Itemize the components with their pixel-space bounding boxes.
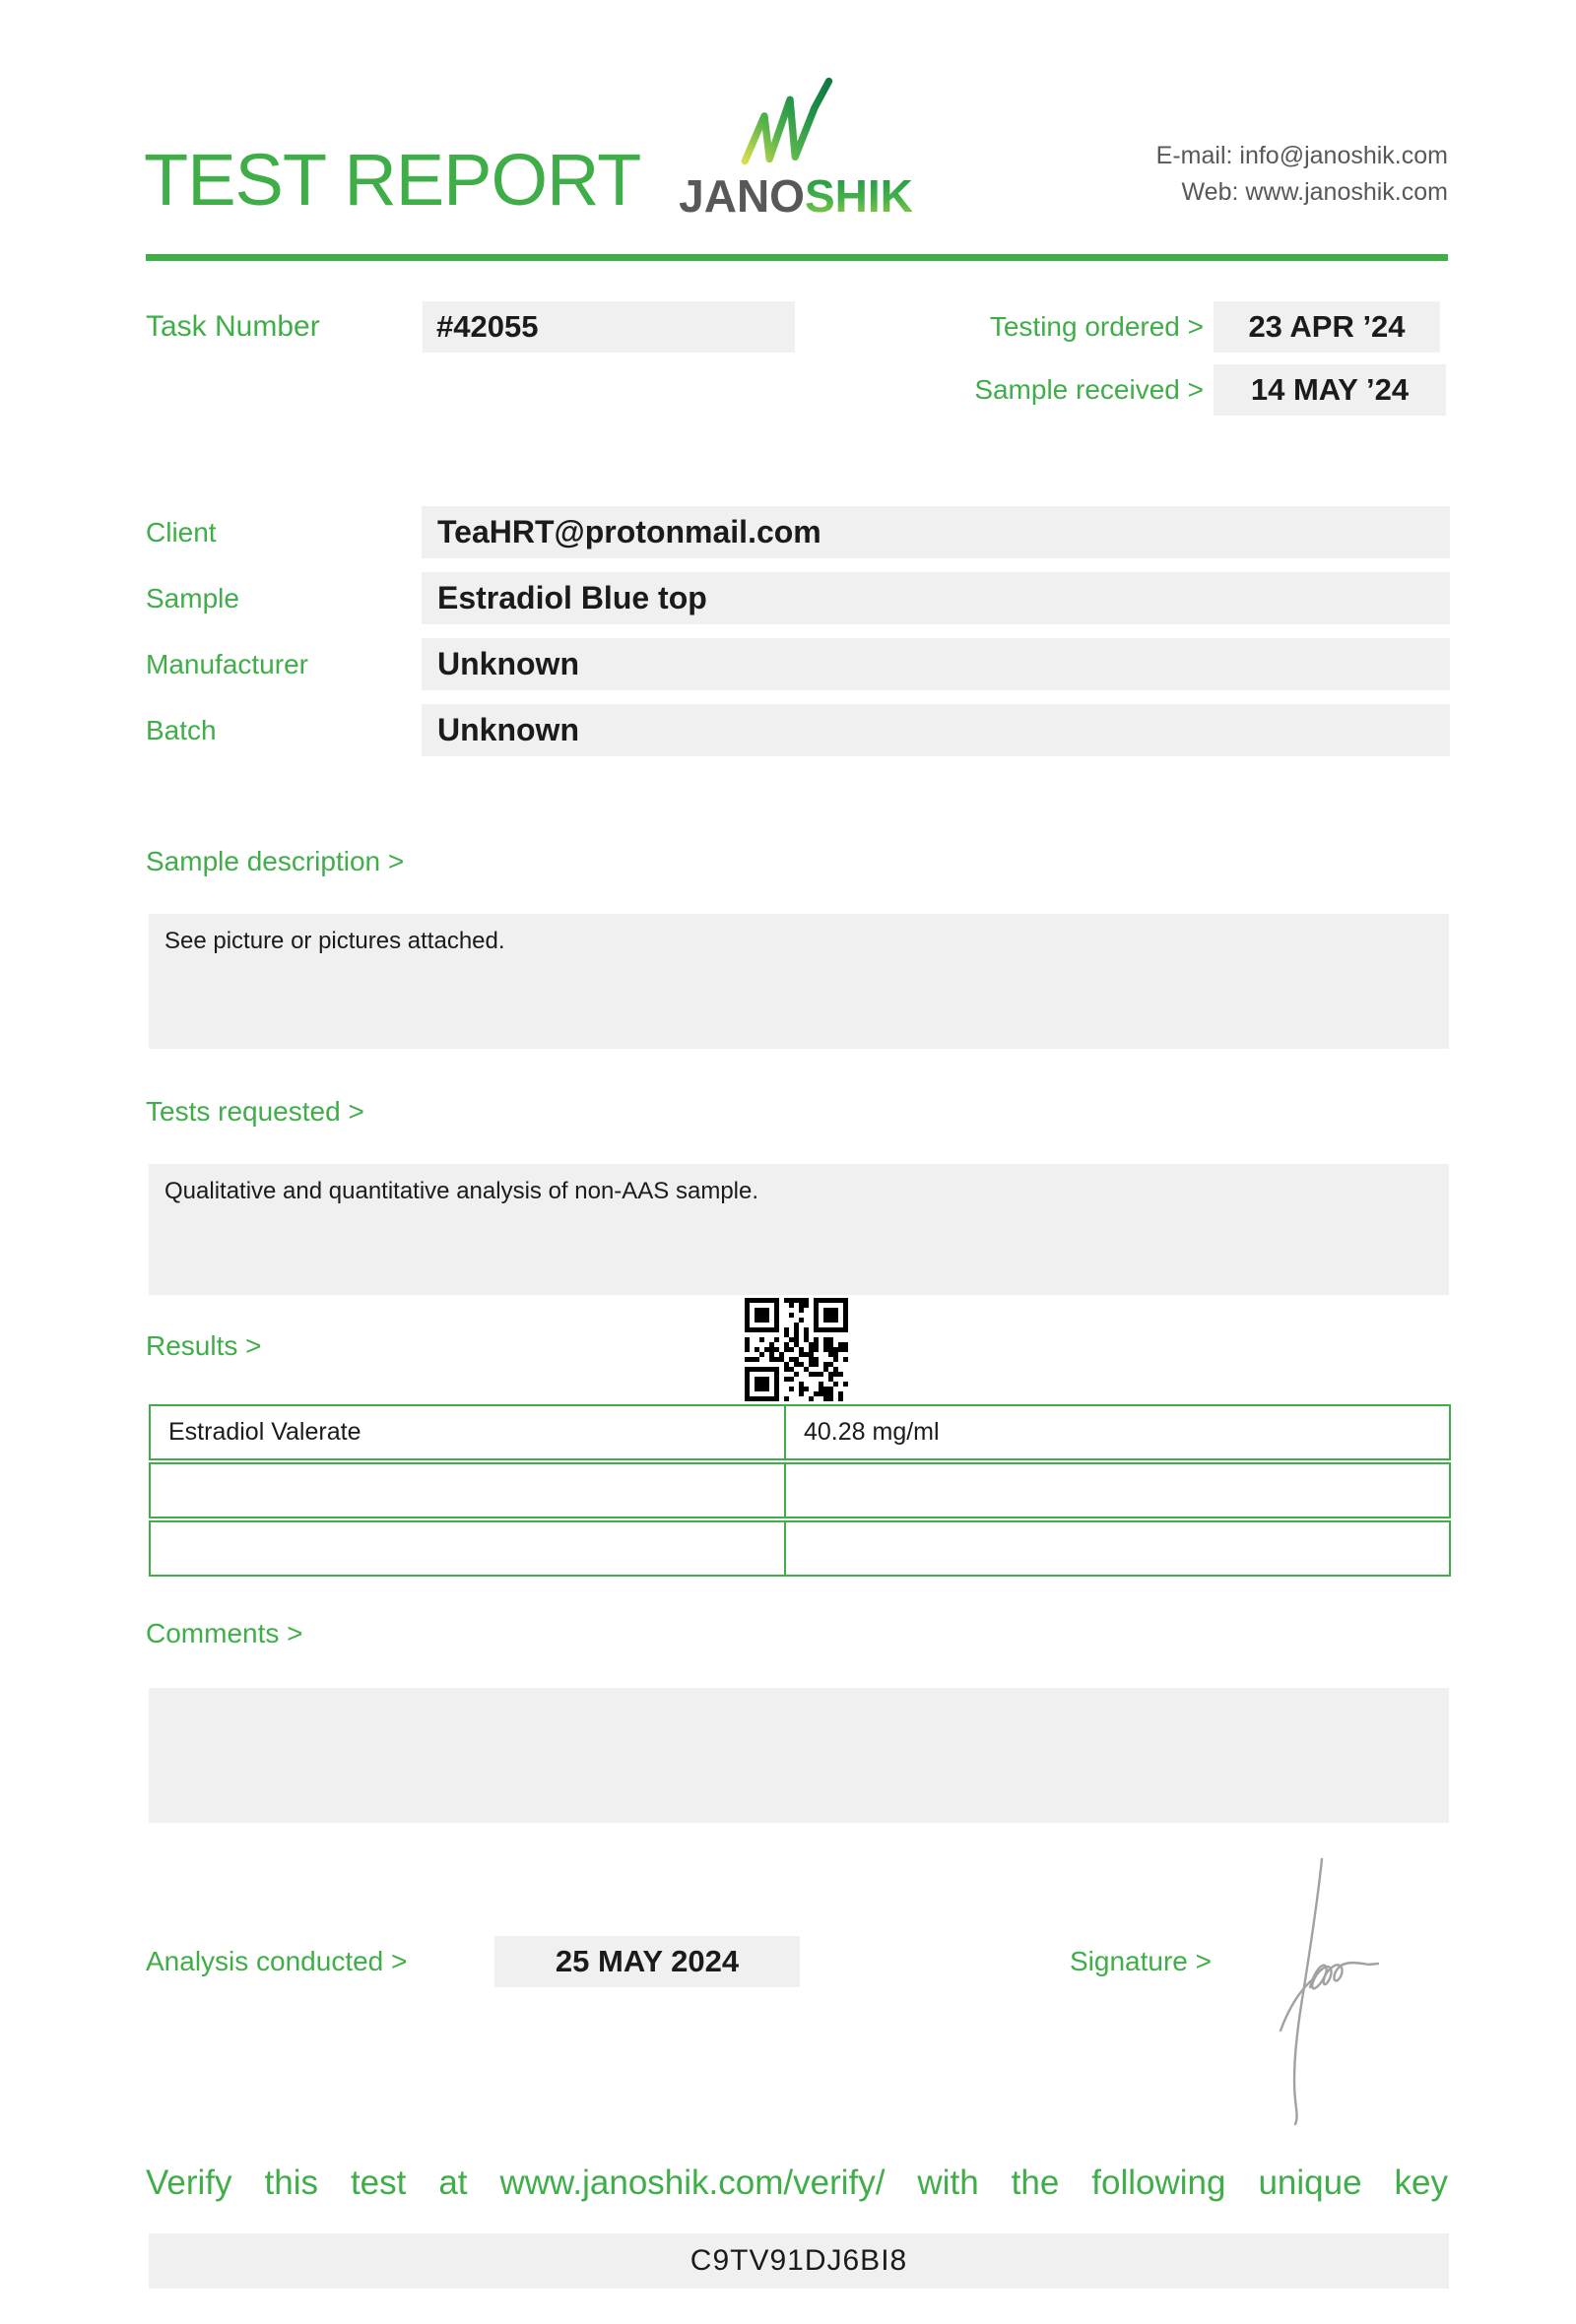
sample-label: Sample xyxy=(146,583,239,613)
analysis-conducted-label: Analysis conducted > xyxy=(146,1946,408,1976)
table-row xyxy=(149,1462,1451,1518)
result-analyte xyxy=(151,1464,786,1517)
logo-shik: SHIK xyxy=(804,170,913,222)
tests-requested-label: Tests requested > xyxy=(146,1096,364,1127)
tests-requested-box xyxy=(149,1164,1449,1295)
results-table xyxy=(149,1404,1451,1579)
table-row xyxy=(149,1520,1451,1577)
page-title: TEST REPORT xyxy=(144,139,641,221)
task-number-label: Task Number xyxy=(146,310,320,343)
comments-box xyxy=(149,1688,1449,1823)
result-analyte xyxy=(151,1522,786,1575)
sample-received-date: 14 MAY ’24 xyxy=(1214,364,1446,416)
task-number-value: #42055 xyxy=(423,301,795,353)
logo-jano: JANO xyxy=(679,170,805,222)
sample-description-label: Sample description > xyxy=(146,846,405,876)
verify-instruction: Verify this test at www.janoshik.com/verify/ with the following unique key xyxy=(146,2163,1448,2202)
client-value: TeaHRT@protonmail.com xyxy=(422,506,1450,558)
qr-code xyxy=(745,1298,848,1401)
sample-received-label: Sample received > xyxy=(974,374,1204,405)
sample-value: Estradiol Blue top xyxy=(422,572,1450,624)
testing-ordered-label: Testing ordered > xyxy=(989,311,1204,342)
analysis-conducted-date: 25 MAY 2024 xyxy=(494,1936,800,1987)
header-divider xyxy=(146,254,1448,261)
batch-label: Batch xyxy=(146,715,217,745)
result-value xyxy=(786,1464,1449,1517)
result-analyte: Estradiol Valerate xyxy=(151,1406,786,1458)
sample-description-text: See picture or pictures attached. xyxy=(164,928,505,954)
client-label: Client xyxy=(146,517,217,548)
handwritten-signature xyxy=(1261,1838,1385,2127)
growth-chart-icon xyxy=(739,75,841,167)
manufacturer-label: Manufacturer xyxy=(146,649,308,679)
signature-label: Signature > xyxy=(1070,1946,1212,1976)
contact-block xyxy=(1156,138,1448,211)
result-value xyxy=(786,1522,1449,1575)
manufacturer-value: Unknown xyxy=(422,638,1450,690)
result-value: 40.28 mg/ml xyxy=(804,1418,940,1446)
sample-description-box xyxy=(149,914,1449,1049)
contact-email: E-mail: info@janoshik.com xyxy=(1155,142,1448,169)
tests-requested-text: Qualitative and quantitative analysis of non-AAS sample. xyxy=(164,1178,759,1204)
unique-key: C9TV91DJ6BI8 xyxy=(149,2233,1449,2289)
contact-web: Web: www.janoshik.com xyxy=(1181,178,1448,206)
testing-ordered-date: 23 APR ’24 xyxy=(1214,301,1440,353)
batch-value: Unknown xyxy=(422,704,1450,756)
table-row xyxy=(149,1404,1451,1460)
comments-label: Comments > xyxy=(146,1618,303,1648)
logo-wordmark xyxy=(648,170,944,222)
results-label: Results > xyxy=(146,1330,262,1361)
